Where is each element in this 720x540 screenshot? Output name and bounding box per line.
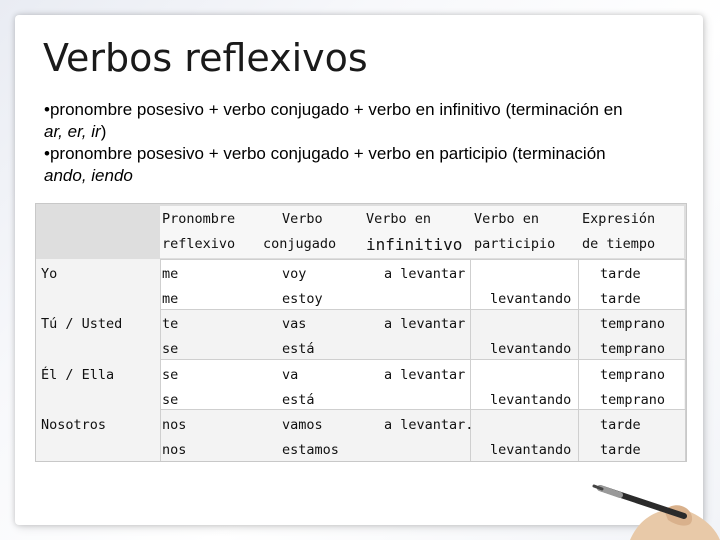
header-tiempo-2: de tiempo [582,236,656,252]
bullet-2-text: •pronombre posesivo + verbo conjugado + verbo en participio (terminación [44,144,606,163]
subject-el-ella: Él / Ella [41,367,115,383]
slide-title: Verbos reflexivos [43,36,368,80]
bullet-1-endings: ar, er, ir [44,122,101,141]
band-border [160,359,686,360]
header-pronombre-2: reflexivo [162,236,236,252]
row-3-verbo: vas [282,316,307,332]
row-3-infinitivo: a levantar [384,316,466,332]
row-5-verbo: va [282,367,299,383]
bullet-1-text: •pronombre posesivo + verbo conjugado + verbo en infinitivo (terminación en [44,100,623,119]
header-participio-2: participio [474,236,556,252]
row-8-pronombre: nos [162,442,187,458]
row-2-participio: levantando [490,291,572,307]
header-infinitivo-2: infinitivo [366,235,463,254]
row-1-pronombre: me [162,266,179,282]
subject-nosotros: Nosotros [41,417,107,433]
conjugation-table [35,203,687,462]
row-6-participio: levantando [490,392,572,408]
header-participio-1: Verbo en [474,211,540,227]
row-1-infinitivo: a levantar [384,266,466,282]
band-border [160,259,686,260]
row-5-tiempo: temprano [600,367,666,383]
row-8-tiempo: tarde [600,442,641,458]
row-7-verbo: vamos [282,417,323,433]
row-8-verbo: estamos [282,442,339,458]
row-8-participio: levantando [490,442,572,458]
band-border [160,309,686,310]
row-6-tiempo: temprano [600,392,666,408]
row-5-pronombre: se [162,367,179,383]
header-verbo-2: conjugado [263,236,337,252]
column-divider [160,259,161,461]
header-infinitivo-1: Verbo en [366,211,432,227]
row-2-pronombre: me [162,291,179,307]
row-1-verbo: voy [282,266,307,282]
bullet-1-tail: ) [100,122,107,141]
row-2-verbo: estoy [282,291,323,307]
row-4-verbo: está [282,341,315,357]
band-border [160,409,686,410]
row-7-tiempo: tarde [600,417,641,433]
header-verbo-1: Verbo [282,211,323,227]
subject-tu-usted: Tú / Usted [41,316,123,332]
header-pronombre-1: Pronombre [162,211,236,227]
hand-pen-decoration [580,430,720,540]
row-6-verbo: está [282,392,315,408]
row-3-tiempo: temprano [600,316,666,332]
row-2-tiempo: tarde [600,291,641,307]
row-1-tiempo: tarde [600,266,641,282]
row-3-pronombre: te [162,316,179,332]
header-tiempo-1: Expresión [582,211,656,227]
subject-yo: Yo [41,266,58,282]
column-divider [578,259,579,461]
bullet-2-endings: ando, iendo [44,166,133,185]
row-4-pronombre: se [162,341,179,357]
row-7-infinitivo: a levantar. [384,417,474,433]
bullet-list [44,99,674,187]
row-4-participio: levantando [490,341,572,357]
bullet-item-2 [44,143,674,187]
row-4-tiempo: temprano [600,341,666,357]
row-6-pronombre: se [162,392,179,408]
row-5-infinitivo: a levantar [384,367,466,383]
row-7-pronombre: nos [162,417,187,433]
bullet-item-1 [44,99,674,143]
